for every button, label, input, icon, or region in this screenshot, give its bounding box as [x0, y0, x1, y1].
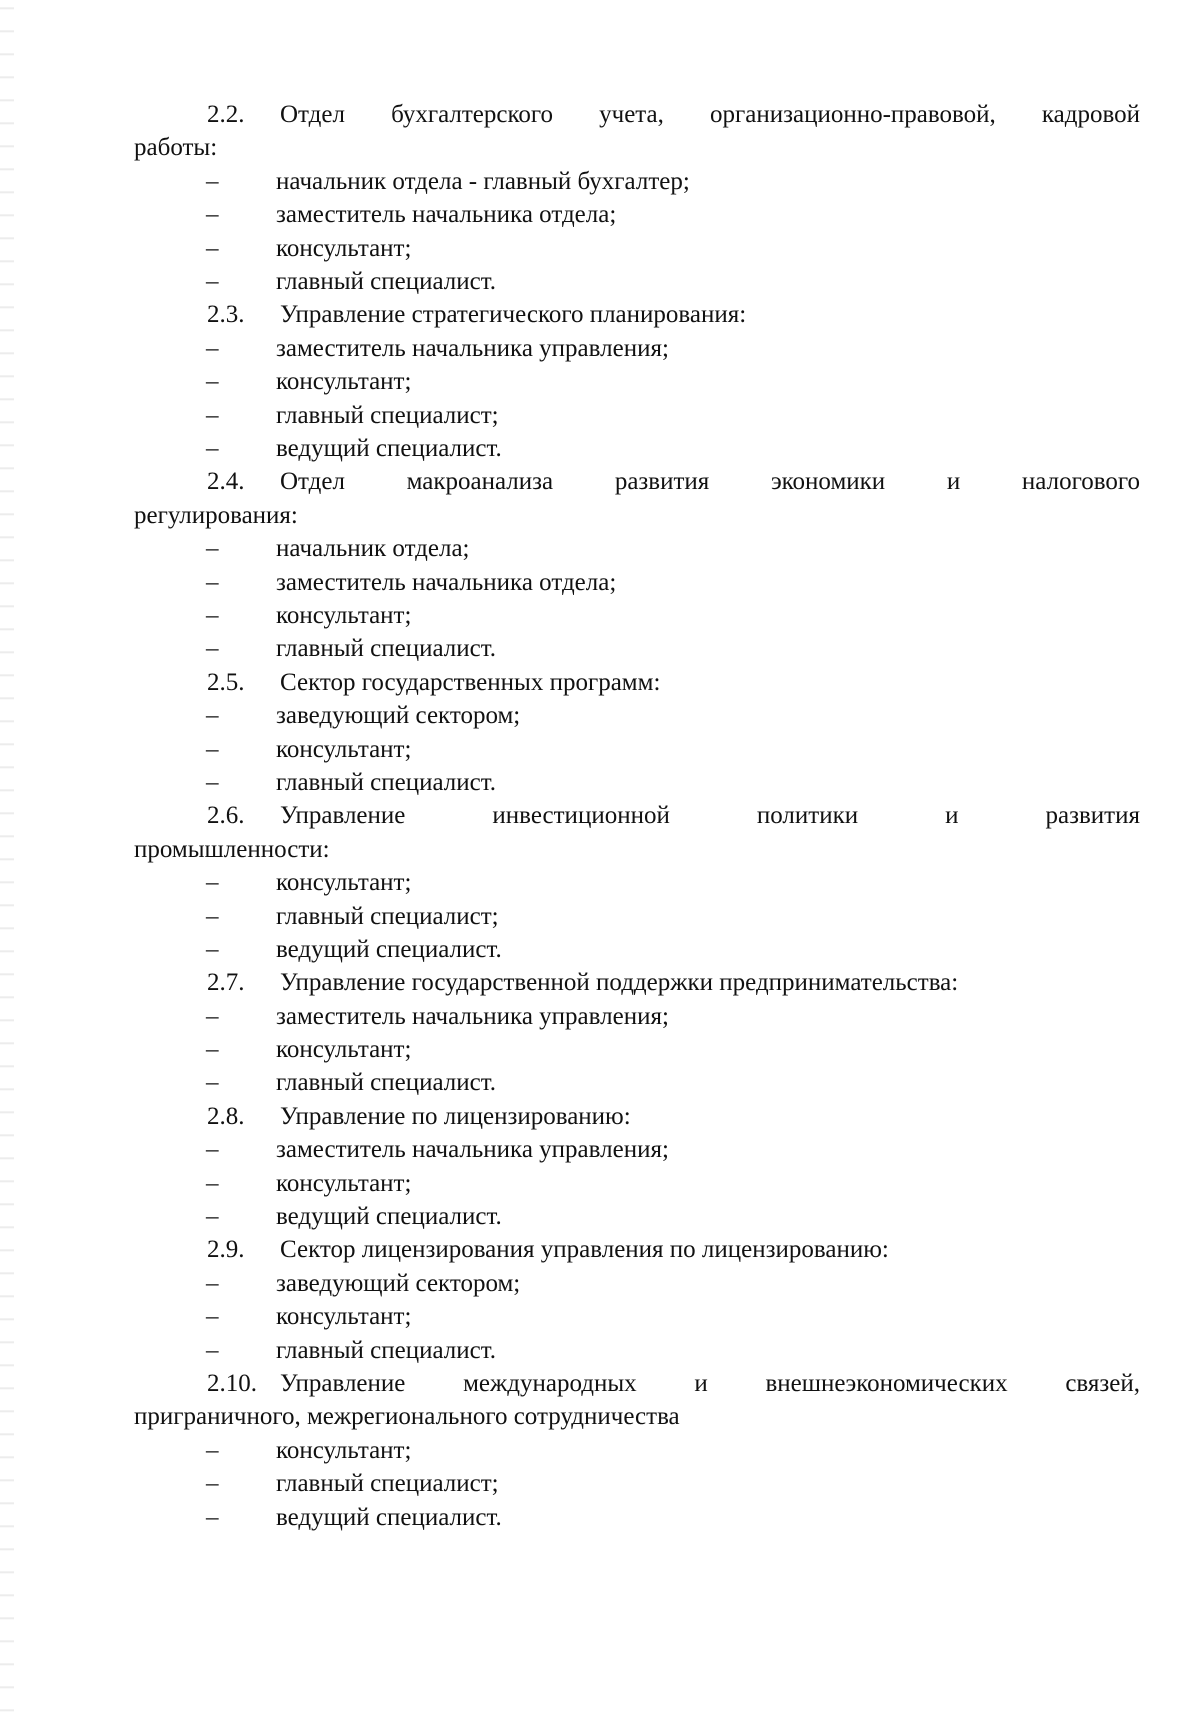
- dash-bullet: –: [206, 568, 219, 596]
- dash-bullet: –: [206, 434, 219, 462]
- list-item-text: консультант;: [276, 1303, 412, 1331]
- list-item-text: ведущий специалист.: [276, 935, 502, 963]
- list-item: [134, 733, 1140, 766]
- section-title: Управление государственной поддержки предпринимательства:: [280, 969, 959, 997]
- dash-bullet: –: [206, 601, 219, 629]
- section-title: Управление по лицензированию:: [280, 1102, 631, 1130]
- list-item: [134, 332, 1140, 365]
- list-item-text: начальник отдела - главный бухгалтер;: [276, 167, 690, 195]
- dash-bullet: –: [206, 1002, 219, 1030]
- list-item: [134, 599, 1140, 632]
- list-item: [134, 1267, 1140, 1300]
- section-2-2: [134, 98, 1140, 298]
- dash-bullet: –: [206, 1503, 219, 1531]
- section-title: Управление стратегического планирования:: [280, 301, 747, 329]
- list-item-text: консультант;: [276, 368, 412, 396]
- list-item: [134, 1200, 1140, 1233]
- list-item: [134, 900, 1140, 933]
- document-body: [134, 98, 1140, 1534]
- list-item-text: консультант;: [276, 1436, 412, 1464]
- section-heading: [134, 98, 1140, 131]
- list-item-text: заведующий сектором;: [276, 1269, 521, 1297]
- list-item-text: ведущий специалист.: [276, 434, 502, 462]
- list-item: [134, 198, 1140, 231]
- list-item-text: главный специалист;: [276, 401, 499, 429]
- section-2-10: [134, 1367, 1140, 1534]
- list-item: [134, 432, 1140, 465]
- list-item: [134, 1133, 1140, 1166]
- list-item-text: консультант;: [276, 601, 412, 629]
- list-item: [134, 532, 1140, 565]
- list-item: [134, 1334, 1140, 1367]
- dash-bullet: –: [206, 234, 219, 262]
- dash-bullet: –: [206, 702, 219, 730]
- dash-bullet: –: [206, 401, 219, 429]
- dash-bullet: –: [206, 535, 219, 563]
- list-item-text: главный специалист.: [276, 1069, 497, 1097]
- list-item-text: главный специалист.: [276, 267, 497, 295]
- list-item-text: консультант;: [276, 234, 412, 262]
- list-item-text: заместитель начальника управления;: [276, 1002, 669, 1030]
- section-title: Отдел макроанализа развития экономики и налогового: [280, 468, 1140, 496]
- list-item-text: главный специалист;: [276, 902, 499, 930]
- section-heading: [134, 966, 1140, 999]
- list-item-text: начальник отдела;: [276, 535, 470, 563]
- section-heading: [134, 666, 1140, 699]
- dash-bullet: –: [206, 167, 219, 195]
- list-item: [134, 1300, 1140, 1333]
- list-item-text: заместитель начальника отдела;: [276, 201, 617, 229]
- list-item: [134, 632, 1140, 665]
- section-heading: [134, 1367, 1140, 1400]
- dash-bullet: –: [206, 1269, 219, 1297]
- section-title-continuation: работы:: [134, 134, 218, 162]
- dash-bullet: –: [206, 1203, 219, 1231]
- list-item: [134, 1033, 1140, 1066]
- list-item: [134, 766, 1140, 799]
- section-number: 2.3.: [207, 301, 245, 329]
- section-title: Управление инвестиционной политики и развития: [280, 802, 1140, 830]
- list-item-text: консультант;: [276, 735, 412, 763]
- list-item: [134, 165, 1140, 198]
- section-2-9: [134, 1233, 1140, 1367]
- list-item-text: консультант;: [276, 1036, 412, 1064]
- list-item-text: главный специалист;: [276, 1470, 499, 1498]
- dash-bullet: –: [206, 735, 219, 763]
- list-item-text: заведующий сектором;: [276, 702, 521, 730]
- list-item: [134, 1501, 1140, 1534]
- list-item: [134, 933, 1140, 966]
- dash-bullet: –: [206, 334, 219, 362]
- section-title: Сектор лицензирования управления по лицензированию:: [280, 1236, 889, 1264]
- dash-bullet: –: [206, 902, 219, 930]
- list-item-text: ведущий специалист.: [276, 1503, 502, 1531]
- dash-bullet: –: [206, 201, 219, 229]
- list-item-text: ведущий специалист.: [276, 1203, 502, 1231]
- section-2-7: [134, 966, 1140, 1100]
- list-item: [134, 399, 1140, 432]
- dash-bullet: –: [206, 1436, 219, 1464]
- section-number: 2.2.: [207, 101, 245, 128]
- dash-bullet: –: [206, 635, 219, 663]
- section-title: Отдел бухгалтерского учета, организационно-правовой, кадровой: [280, 101, 1140, 128]
- section-title-continuation: промышленности:: [134, 835, 330, 863]
- dash-bullet: –: [206, 869, 219, 897]
- dash-bullet: –: [206, 368, 219, 396]
- section-title: Управление международных и внешнеэкономических связей,: [280, 1370, 1140, 1398]
- section-number: 2.8.: [207, 1102, 245, 1130]
- section-heading: [134, 799, 1140, 832]
- list-item: [134, 265, 1140, 298]
- list-item: [134, 232, 1140, 265]
- section-2-3: [134, 298, 1140, 465]
- list-item-text: главный специалист.: [276, 768, 497, 796]
- section-number: 2.6.: [207, 802, 245, 830]
- list-item: [134, 1467, 1140, 1500]
- scan-edge-noise: [0, 0, 14, 1719]
- dash-bullet: –: [206, 1069, 219, 1097]
- list-item: [134, 365, 1140, 398]
- list-item-text: главный специалист.: [276, 635, 497, 663]
- dash-bullet: –: [206, 1169, 219, 1197]
- dash-bullet: –: [206, 1036, 219, 1064]
- section-heading: [134, 1100, 1140, 1133]
- list-item: [134, 566, 1140, 599]
- list-item: [134, 1167, 1140, 1200]
- section-heading: [134, 298, 1140, 331]
- section-title-continuation: регулирования:: [134, 501, 298, 529]
- section-2-6: [134, 799, 1140, 966]
- list-item-text: заместитель начальника управления;: [276, 334, 669, 362]
- list-item: [134, 1434, 1140, 1467]
- list-item: [134, 1000, 1140, 1033]
- section-heading: [134, 465, 1140, 498]
- section-number: 2.5.: [207, 668, 245, 696]
- section-2-4: [134, 465, 1140, 665]
- dash-bullet: –: [206, 1470, 219, 1498]
- section-number: 2.10.: [207, 1370, 257, 1398]
- section-number: 2.4.: [207, 468, 245, 496]
- section-heading: [134, 1233, 1140, 1266]
- list-item: [134, 699, 1140, 732]
- section-title-continuation: приграничного, межрегионального сотрудничества: [134, 1403, 680, 1431]
- dash-bullet: –: [206, 1303, 219, 1331]
- section-number: 2.7.: [207, 969, 245, 997]
- section-number: 2.9.: [207, 1236, 245, 1264]
- dash-bullet: –: [206, 1136, 219, 1164]
- list-item-text: консультант;: [276, 1169, 412, 1197]
- section-2-8: [134, 1100, 1140, 1234]
- dash-bullet: –: [206, 768, 219, 796]
- list-item-text: заместитель начальника управления;: [276, 1136, 669, 1164]
- list-item-text: заместитель начальника отдела;: [276, 568, 617, 596]
- section-2-5: [134, 666, 1140, 800]
- dash-bullet: –: [206, 935, 219, 963]
- section-title: Сектор государственных программ:: [280, 668, 661, 696]
- list-item-text: консультант;: [276, 869, 412, 897]
- dash-bullet: –: [206, 267, 219, 295]
- list-item-text: главный специалист.: [276, 1336, 497, 1364]
- list-item: [134, 1066, 1140, 1099]
- list-item: [134, 866, 1140, 899]
- dash-bullet: –: [206, 1336, 219, 1364]
